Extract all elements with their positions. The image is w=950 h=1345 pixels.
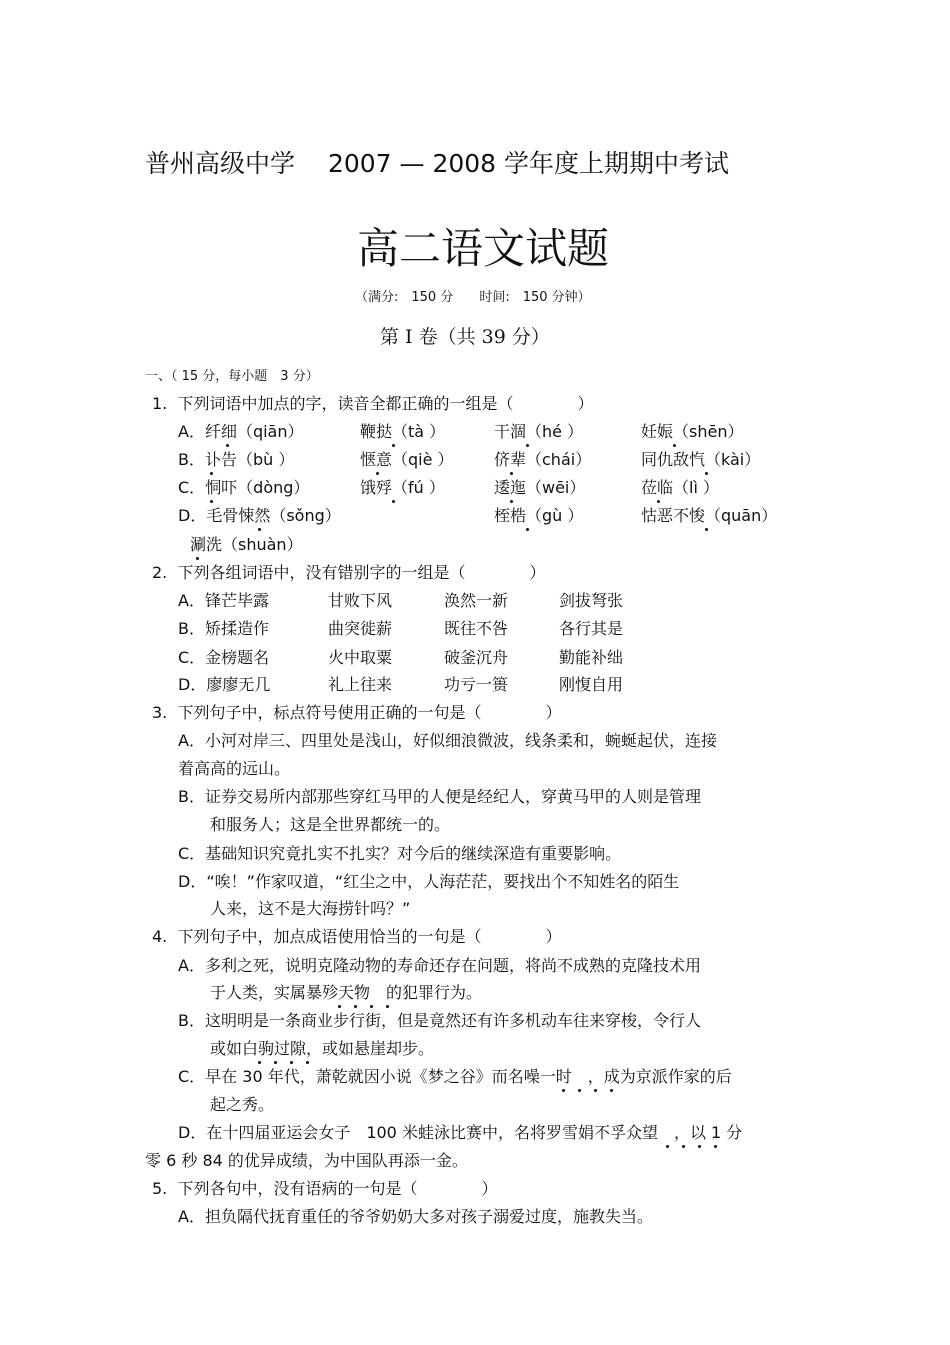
- q2-option-a-3: 涣然一新: [444, 591, 509, 610]
- emphasis-dot: [698, 1145, 701, 1148]
- q1-option-a-word4: 妊娠（shēn）: [641, 422, 744, 441]
- exam-meta: （满分: 150 分 时间: 150 分钟）: [355, 290, 591, 305]
- q1-option-b-word1: B．讣告（bù ）: [178, 450, 295, 469]
- q1-option-c-word3: 逶迤（wēi）: [494, 478, 586, 497]
- q4-option-b-line2: 或如白驹过隙，或如悬崖却步。: [210, 1039, 435, 1058]
- emphasis-dot: [673, 444, 676, 447]
- emphasis-dot: [210, 500, 213, 503]
- emphasis-dot: [274, 1061, 277, 1064]
- q3-option-b-line1: B．证券交易所内部那些穿红马甲的人便是经纪人，穿黄马甲的人则是管理: [178, 787, 701, 806]
- emphasis-dot: [562, 1089, 565, 1092]
- q4-option-d-line2: 零 6 秒 84 的优异成绩，为中国队再添一金。: [145, 1151, 468, 1170]
- q2-option-b-1: B．矫揉造作: [178, 619, 269, 638]
- emphasis-dot: [386, 1005, 389, 1008]
- emphasis-dot: [705, 528, 708, 531]
- q2-option-d-1: D．廖廖无几: [178, 675, 271, 694]
- emphasis-dot: [657, 500, 660, 503]
- q2-option-a-2: 甘败下风: [328, 591, 393, 610]
- emphasis-dot: [370, 1005, 373, 1008]
- q4-option-c-line1: C．早在 30 年代，萧乾就因小说《梦之谷》而名噪一时 ，成为京派作家的后: [178, 1067, 732, 1086]
- emphasis-dot: [226, 444, 229, 447]
- q3-option-d-line1: D．“唉！”作家叹道，“红尘之中，人海茫茫，要找出个不知姓名的陌生: [178, 872, 680, 891]
- emphasis-dot: [290, 1061, 293, 1064]
- q2-option-d-3: 功亏一篑: [444, 675, 509, 694]
- emphasis-dot: [526, 528, 529, 531]
- q4-option-a-line2: 于人类，实属暴殄天物 的犯罪行为。: [210, 983, 483, 1002]
- emphasis-dot: [714, 1145, 717, 1148]
- page-title: 高二语文试题: [357, 224, 610, 273]
- q2-option-c-4: 勤能补绌: [559, 648, 624, 667]
- q2-option-b-3: 既往不咎: [444, 619, 509, 638]
- q1-option-d-word1: D．毛骨悚然（sǒng）: [178, 506, 341, 525]
- q1-option-c-word2: 饿殍（fú ）: [360, 478, 445, 497]
- question-1-stem: 1. 下列词语中加点的字，读音全都正确的一组是（ ）: [152, 394, 594, 413]
- q1-option-d-word3: 怙恶不悛（quān）: [641, 506, 778, 525]
- q2-option-b-4: 各行其是: [559, 619, 624, 638]
- emphasis-dot: [338, 1005, 341, 1008]
- q1-option-c-word4: 莅临（lì ）: [641, 478, 719, 497]
- question-4-stem: 4. 下列句子中，加点成语使用恰当的一句是（ ）: [152, 927, 562, 946]
- q2-option-c-3: 破釜沉舟: [444, 648, 509, 667]
- emphasis-dot: [392, 500, 395, 503]
- q1-option-a-word2: 鞭挞（tà ）: [360, 422, 446, 441]
- emphasis-dot: [306, 1061, 309, 1064]
- emphasis-dot: [610, 1089, 613, 1092]
- question-2-stem: 2. 下列各组词语中，没有错别字的一组是（ ）: [152, 563, 546, 582]
- emphasis-dot: [705, 472, 708, 475]
- emphasis-dot: [666, 1145, 669, 1148]
- q3-option-d-line2: 人来，这不是大海捞针吗？”: [210, 899, 411, 918]
- q2-option-b-2: 曲突徙薪: [328, 619, 393, 638]
- q1-option-c-word1: C．恫吓（dòng）: [178, 478, 310, 497]
- q4-option-c-line2: 起之秀。: [210, 1095, 275, 1114]
- volume-heading: 第 Ⅰ 卷（共 39 分）: [380, 326, 550, 348]
- q2-option-c-1: C．金榜题名: [178, 648, 270, 667]
- emphasis-dot: [578, 1089, 581, 1092]
- emphasis-dot: [376, 472, 379, 475]
- q2-option-d-2: 礼上往来: [328, 675, 393, 694]
- q4-option-b-line1: B．这明明是一条商业步行街，但是竟然还有许多机动车往来穿梭，令行人: [178, 1011, 701, 1030]
- q1-option-b-word4: 同仇敌忾（kài）: [641, 450, 761, 469]
- q3-option-c: C．基础知识究竟扎实不扎实？对今后的继续深造有重要影响。: [178, 844, 622, 863]
- q2-option-c-2: 火中取粟: [328, 648, 393, 667]
- q4-option-a-line1: A．多利之死，说明克隆动物的寿命还存在问题，将尚不成熟的克隆技术用: [178, 956, 701, 975]
- q1-option-d-word4: 涮洗（shuàn）: [190, 535, 303, 554]
- q3-option-a-line1: A．小河对岸三、四里处是浅山，好似细浪微波，线条柔和，蜿蜒起伏，连接: [178, 731, 717, 750]
- emphasis-dot: [210, 472, 213, 475]
- q2-option-a-1: A．锋芒毕露: [178, 591, 269, 610]
- q3-option-b-line2: 和服务人；这是全世界都统一的。: [210, 815, 451, 834]
- question-5-stem: 5. 下列各句中，没有语病的一句是（ ）: [152, 1179, 498, 1198]
- question-3-stem: 3. 下列句子中，标点符号使用正确的一句是（ ）: [152, 703, 562, 722]
- q2-option-d-4: 刚愎自用: [559, 675, 624, 694]
- emphasis-dot: [354, 1005, 357, 1008]
- emphasis-dot: [594, 1089, 597, 1092]
- emphasis-dot: [392, 444, 395, 447]
- emphasis-dot: [196, 557, 199, 560]
- emphasis-dot: [258, 528, 261, 531]
- q1-option-b-word3: 侪辈（chái）: [494, 450, 592, 469]
- q3-option-a-line2: 着高高的远山。: [178, 759, 291, 778]
- emphasis-dot: [510, 472, 513, 475]
- q2-option-a-4: 剑拔弩张: [559, 591, 624, 610]
- q5-option-a: A．担负隔代抚育重任的爷爷奶奶大多对孩子溺爱过度，施教失当。: [178, 1207, 653, 1226]
- q1-option-a-word1: A．纤细（qiān）: [178, 422, 304, 441]
- exam-header-line: 普州高级中学 2007 — 2008 学年度上期期中考试: [145, 149, 730, 178]
- q4-option-d-line1: D．在十四届亚运会女子 100 米蛙泳比赛中，名将罗雪娟不孚众望 ，以 1 分: [178, 1123, 743, 1142]
- section-heading: 一、（ 15 分，每小题 3 分）: [145, 369, 319, 384]
- emphasis-dot: [258, 1061, 261, 1064]
- q1-option-b-word2: 惬意（qiè ）: [360, 450, 454, 469]
- q1-option-a-word3: 干涸（hé ）: [494, 422, 584, 441]
- emphasis-dot: [510, 500, 513, 503]
- emphasis-dot: [682, 1145, 685, 1148]
- q1-option-d-word2: 桎梏（gù ）: [494, 506, 584, 525]
- emphasis-dot: [526, 444, 529, 447]
